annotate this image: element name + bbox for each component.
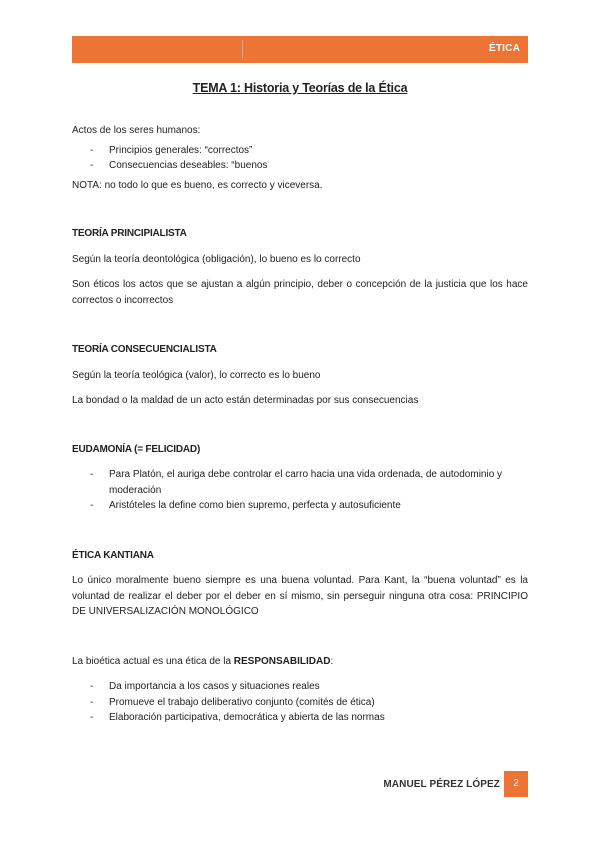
bioetica-lead [72, 654, 528, 670]
header-title: ÉTICA [489, 43, 520, 54]
bioetica-keyword: RESPONSABILIDAD [233, 655, 331, 667]
principialista-paragraph-2: Son éticos los actos que se ajustan a algún principio, deber o concepción de la justicia que los hace correctos o incorrectos [72, 279, 528, 306]
consecuencialista-paragraph-1: Según la teoría teológica (valor), lo correcto es lo bueno [72, 369, 321, 381]
footer-author: MANUEL PÉREZ LÓPEZ [383, 779, 500, 790]
intro-lead: Actos de los seres humanos: [72, 125, 201, 136]
bioetica-list [72, 679, 528, 726]
consecuencialista-paragraph-2: La bondad o la maldad de un acto están determinadas por sus consecuencias [72, 395, 419, 406]
section-heading-eudamonia: EUDAMONÍA (= FELICIDAD) [72, 443, 201, 455]
list-item: - Aristóteles la define como bien supremo, perfecta y autosuficiente [72, 498, 528, 514]
kantiana-paragraph [72, 573, 528, 620]
list-item: - Consecuencias deseables: “buenos [72, 158, 528, 174]
document-title: TEMA 1: Historia y Teorías de la Ética [192, 81, 408, 95]
principialista-paragraph-1: Según la teoría deontológica (obligación), lo bueno es lo correcto [72, 253, 361, 265]
page-number: 2 [504, 771, 528, 797]
section-heading-kantiana: ÉTICA KANTIANA [72, 549, 154, 561]
intro-note: NOTA: no todo lo que es bueno, es correcto y viceversa. [72, 179, 323, 191]
page-content [72, 78, 528, 726]
footer [72, 771, 528, 797]
kantiana-principle: PRINCIPIO DE UNIVERSALIZACIÓN MONOLÓGICO [72, 590, 528, 617]
list-item: - Promueve el trabajo deliberativo conjunto (comités de ética) [72, 695, 528, 711]
intro-list [72, 143, 528, 174]
section-heading-principialista: TEORÍA PRINCIPIALISTA [72, 228, 187, 239]
bioetica-lead-text: La bioética actual es una ética de la [72, 655, 231, 667]
list-item: - Principios generales: “correctos” [72, 143, 528, 159]
header-bar [72, 36, 528, 63]
header-divider [242, 40, 243, 59]
bioetica-lead-end: : [330, 655, 334, 667]
section-heading-consecuencialista: TEORÍA CONSECUENCIALISTA [72, 344, 217, 355]
kantiana-text: Lo único moralmente bueno siempre es una buena voluntad. Para Kant, la “buena voluntad” es la voluntad de realizar el deber por el deber en sí mismo, sin perseguir ninguna otra cosa: [72, 575, 528, 602]
list-item: - Da importancia a los casos y situaciones reales [72, 679, 528, 695]
list-item: - Elaboración participativa, democrática y abierta de las normas [72, 710, 528, 726]
list-item: - Para Platón, el auriga debe controlar el carro hacia una vida ordenada, de autodominio y moderación [72, 467, 528, 498]
eudamonia-list [72, 467, 528, 514]
